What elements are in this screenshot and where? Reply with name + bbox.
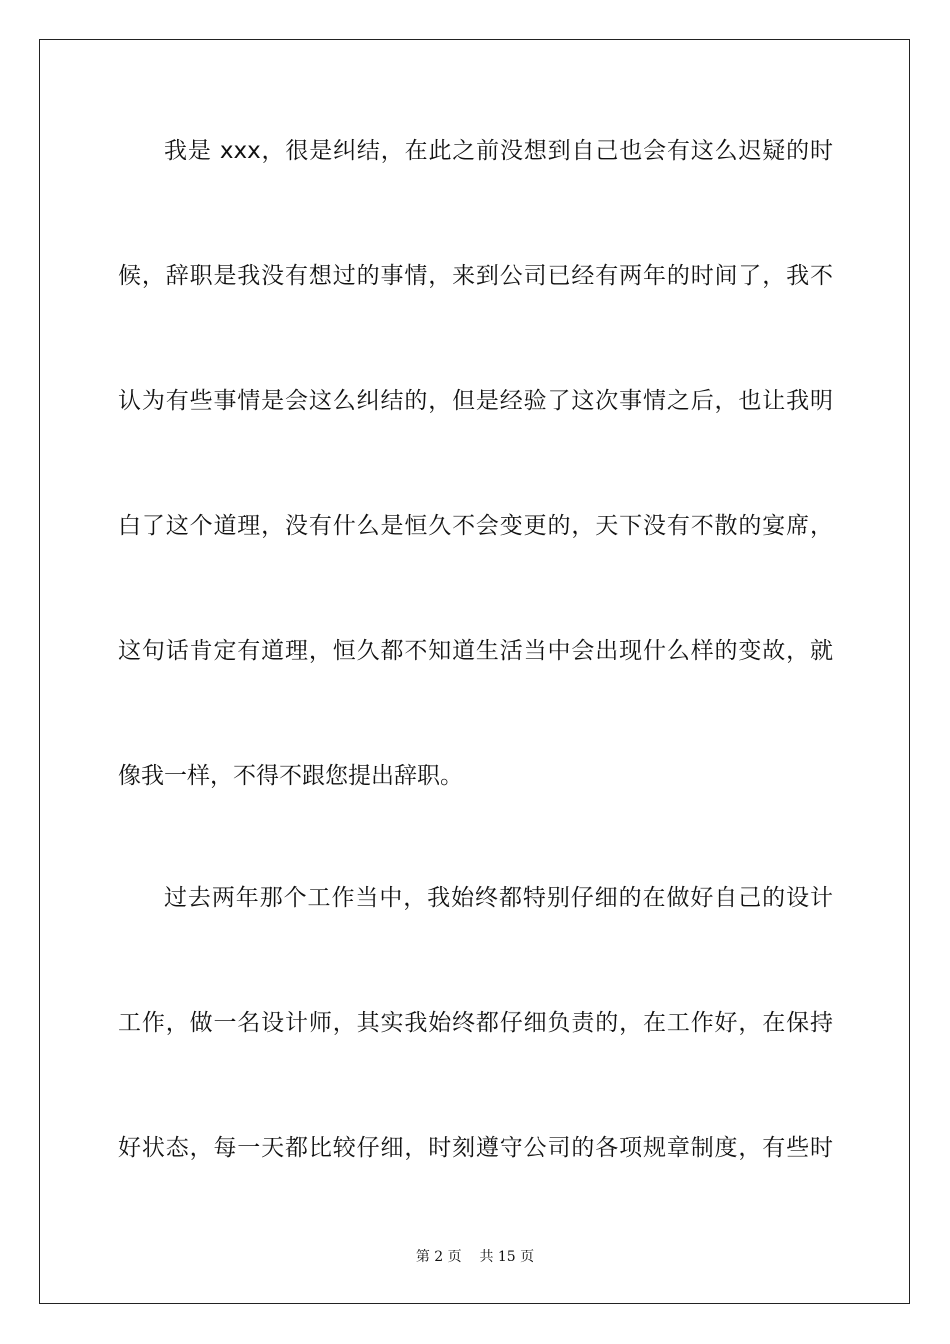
total-pages: 共 15 页	[479, 1249, 535, 1265]
paragraph-1-line-4: 白了这个道理，没有什么是恒久不会变更的，天下没有不散的宴席，	[118, 513, 833, 539]
paragraph-2-line-3: 好状态，每一天都比较仔细，时刻遵守公司的各项规章制度，有些时	[118, 1135, 833, 1161]
paragraph-1-line-1: 我是 xxx，很是纠结，在此之前没想到自己也会有这么迟疑的时	[164, 138, 833, 164]
paragraph-1-line-2: 候，辞职是我没有想过的事情，来到公司已经有两年的时间了，我不	[118, 263, 833, 289]
page-border	[39, 39, 910, 1304]
paragraph-1-line-5: 这句话肯定有道理，恒久都不知道生活当中会出现什么样的变故，就	[118, 638, 833, 664]
paragraph-1-line-3: 认为有些事情是会这么纠结的，但是经验了这次事情之后，也让我明	[118, 388, 833, 414]
paragraph-1-line-6: 像我一样，不得不跟您提出辞职。	[118, 763, 463, 789]
paragraph-2-line-2: 工作，做一名设计师，其实我始终都仔细负责的，在工作好，在保持	[118, 1010, 833, 1036]
page-number: 第 2 页	[415, 1249, 462, 1265]
page-footer	[0, 1246, 950, 1266]
paragraph-2-line-1: 过去两年那个工作当中，我始终都特别仔细的在做好自己的设计	[164, 885, 833, 911]
